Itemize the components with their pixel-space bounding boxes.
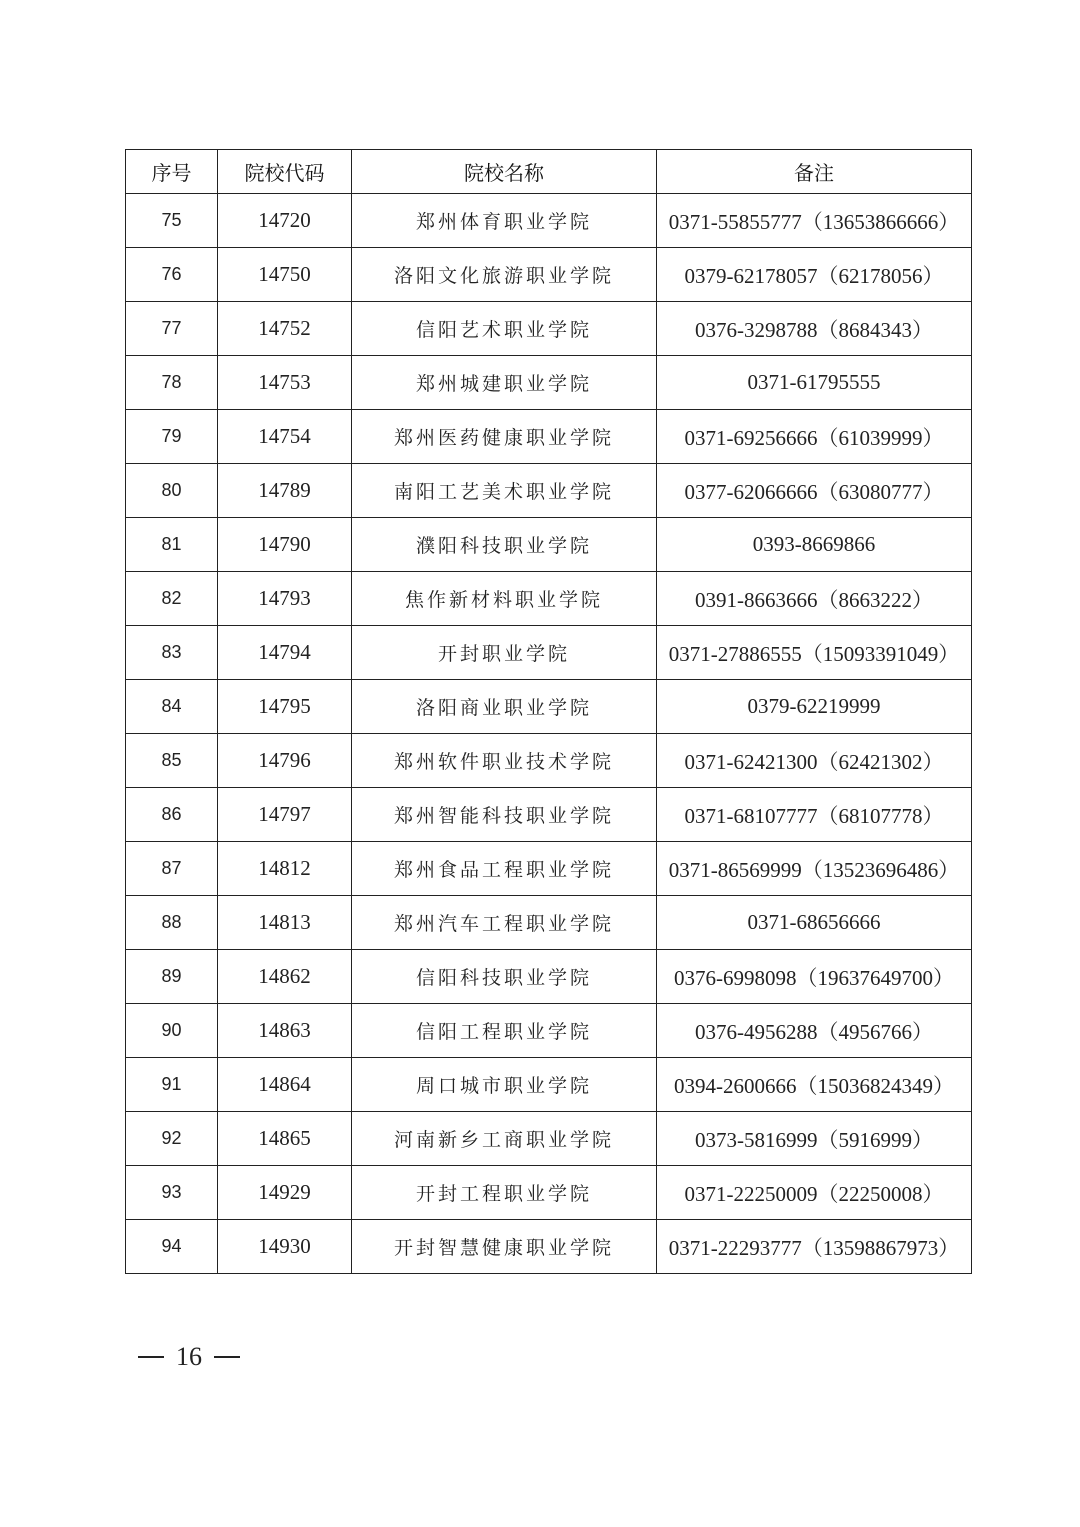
table-row — [126, 1166, 972, 1220]
table-row — [126, 788, 972, 842]
cell-name: 郑州食品工程职业学院 — [352, 842, 657, 896]
cell-note: 0391-8663666（8663222） — [657, 572, 972, 626]
cell-code: 14812 — [218, 842, 352, 896]
cell-seq: 94 — [126, 1220, 218, 1274]
cell-seq: 76 — [126, 248, 218, 302]
table-row — [126, 1058, 972, 1112]
cell-seq: 79 — [126, 410, 218, 464]
cell-seq: 89 — [126, 950, 218, 1004]
cell-note: 0394-2600666（15036824349） — [657, 1058, 972, 1112]
cell-name: 信阳工程职业学院 — [352, 1004, 657, 1058]
dash-left — [138, 1356, 164, 1358]
cell-note: 0373-5816999（5916999） — [657, 1112, 972, 1166]
cell-note: 0371-55855777（13653866666） — [657, 194, 972, 248]
cell-note: 0371-68107777（68107778） — [657, 788, 972, 842]
table-row — [126, 248, 972, 302]
table-body — [126, 194, 972, 1274]
dash-right — [214, 1356, 240, 1358]
cell-note: 0376-6998098（19637649700） — [657, 950, 972, 1004]
cell-note: 0371-61795555 — [657, 356, 972, 410]
page-footer — [138, 1342, 240, 1372]
cell-code: 14753 — [218, 356, 352, 410]
cell-name: 洛阳文化旅游职业学院 — [352, 248, 657, 302]
cell-seq: 80 — [126, 464, 218, 518]
cell-name: 周口城市职业学院 — [352, 1058, 657, 1112]
cell-seq: 92 — [126, 1112, 218, 1166]
cell-seq: 82 — [126, 572, 218, 626]
table-row — [126, 464, 972, 518]
cell-seq: 93 — [126, 1166, 218, 1220]
cell-name: 信阳艺术职业学院 — [352, 302, 657, 356]
cell-code: 14789 — [218, 464, 352, 518]
cell-code: 14930 — [218, 1220, 352, 1274]
cell-code: 14720 — [218, 194, 352, 248]
cell-note: 0377-62066666（63080777） — [657, 464, 972, 518]
table-row — [126, 1004, 972, 1058]
cell-name: 南阳工艺美术职业学院 — [352, 464, 657, 518]
cell-seq: 90 — [126, 1004, 218, 1058]
table-row — [126, 1112, 972, 1166]
cell-name: 郑州软件职业技术学院 — [352, 734, 657, 788]
cell-code: 14863 — [218, 1004, 352, 1058]
cell-code: 14750 — [218, 248, 352, 302]
cell-code: 14813 — [218, 896, 352, 950]
cell-name: 郑州城建职业学院 — [352, 356, 657, 410]
cell-seq: 83 — [126, 626, 218, 680]
cell-note: 0376-3298788（8684343） — [657, 302, 972, 356]
cell-code: 14796 — [218, 734, 352, 788]
table-row — [126, 356, 972, 410]
cell-seq: 81 — [126, 518, 218, 572]
cell-note: 0371-22293777（13598867973） — [657, 1220, 972, 1274]
cell-name: 濮阳科技职业学院 — [352, 518, 657, 572]
table-row — [126, 572, 972, 626]
cell-seq: 87 — [126, 842, 218, 896]
cell-code: 14790 — [218, 518, 352, 572]
cell-seq: 85 — [126, 734, 218, 788]
cell-note: 0371-27886555（15093391049） — [657, 626, 972, 680]
cell-note: 0379-62178057（62178056） — [657, 248, 972, 302]
page-number: 16 — [176, 1342, 202, 1371]
cell-code: 14793 — [218, 572, 352, 626]
cell-code: 14794 — [218, 626, 352, 680]
cell-name: 郑州汽车工程职业学院 — [352, 896, 657, 950]
cell-code: 14797 — [218, 788, 352, 842]
cell-code: 14864 — [218, 1058, 352, 1112]
header-name: 院校名称 — [352, 150, 657, 194]
table-row — [126, 734, 972, 788]
header-seq: 序号 — [126, 150, 218, 194]
cell-code: 14754 — [218, 410, 352, 464]
cell-seq: 78 — [126, 356, 218, 410]
cell-code: 14929 — [218, 1166, 352, 1220]
table-row — [126, 626, 972, 680]
cell-seq: 86 — [126, 788, 218, 842]
cell-name: 开封职业学院 — [352, 626, 657, 680]
cell-note: 0371-86569999（13523696486） — [657, 842, 972, 896]
cell-note: 0376-4956288（4956766） — [657, 1004, 972, 1058]
cell-name: 焦作新材料职业学院 — [352, 572, 657, 626]
cell-seq: 88 — [126, 896, 218, 950]
cell-name: 郑州医药健康职业学院 — [352, 410, 657, 464]
cell-code: 14795 — [218, 680, 352, 734]
cell-note: 0371-68656666 — [657, 896, 972, 950]
cell-note: 0371-22250009（22250008） — [657, 1166, 972, 1220]
table-row — [126, 194, 972, 248]
table-row — [126, 1220, 972, 1274]
cell-name: 郑州智能科技职业学院 — [352, 788, 657, 842]
table-header-row — [126, 150, 972, 194]
cell-name: 开封智慧健康职业学院 — [352, 1220, 657, 1274]
cell-seq: 91 — [126, 1058, 218, 1112]
cell-note: 0371-69256666（61039999） — [657, 410, 972, 464]
college-table — [125, 149, 972, 1274]
cell-name: 郑州体育职业学院 — [352, 194, 657, 248]
cell-seq: 84 — [126, 680, 218, 734]
table-row — [126, 842, 972, 896]
cell-code: 14865 — [218, 1112, 352, 1166]
cell-code: 14862 — [218, 950, 352, 1004]
cell-name: 开封工程职业学院 — [352, 1166, 657, 1220]
cell-note: 0371-62421300（62421302） — [657, 734, 972, 788]
header-note: 备注 — [657, 150, 972, 194]
cell-name: 信阳科技职业学院 — [352, 950, 657, 1004]
table-row — [126, 518, 972, 572]
header-code: 院校代码 — [218, 150, 352, 194]
table-row — [126, 302, 972, 356]
cell-note: 0393-8669866 — [657, 518, 972, 572]
table-row — [126, 950, 972, 1004]
table-row — [126, 896, 972, 950]
cell-seq: 77 — [126, 302, 218, 356]
cell-note: 0379-62219999 — [657, 680, 972, 734]
cell-name: 河南新乡工商职业学院 — [352, 1112, 657, 1166]
table-row — [126, 680, 972, 734]
cell-name: 洛阳商业职业学院 — [352, 680, 657, 734]
cell-seq: 75 — [126, 194, 218, 248]
cell-code: 14752 — [218, 302, 352, 356]
table-row — [126, 410, 972, 464]
